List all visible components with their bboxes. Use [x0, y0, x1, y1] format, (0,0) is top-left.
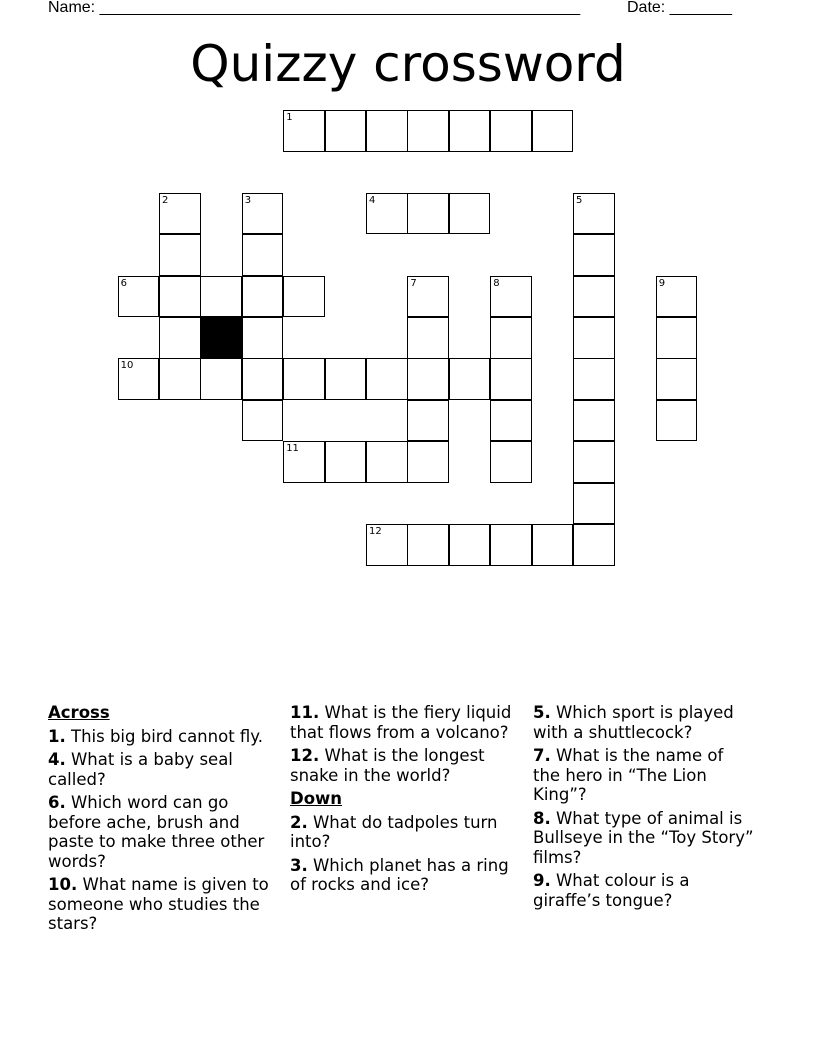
crossword-cell[interactable]: [573, 524, 615, 566]
clue-number: 11: [286, 443, 299, 455]
crossword-cell[interactable]: [573, 483, 615, 525]
crossword-cell[interactable]: [573, 400, 615, 442]
crossword-cell[interactable]: [407, 358, 449, 400]
across-heading: Across: [48, 703, 110, 722]
crossword-cell[interactable]: [159, 234, 201, 276]
crossword-cell[interactable]: [325, 358, 367, 400]
crossword-black-cell: [200, 317, 242, 359]
crossword-cell[interactable]: [573, 234, 615, 276]
crossword-cell[interactable]: [656, 358, 698, 400]
crossword-cell[interactable]: [325, 441, 367, 483]
crossword-cell[interactable]: [656, 317, 698, 359]
clue-number: 9: [658, 277, 666, 289]
crossword-cell[interactable]: [573, 441, 615, 483]
date-field[interactable]: Date: _______: [627, 0, 732, 16]
crossword-cell[interactable]: [366, 441, 408, 483]
clue-down-9: 9. What colour is a giraffe’s tongue?: [533, 871, 690, 910]
crossword-cell[interactable]: [407, 193, 449, 235]
clues-column-1: [48, 703, 270, 938]
crossword-cell[interactable]: [366, 524, 408, 566]
clue-down-3: 3. Which planet has a ring of rocks and ice?: [290, 855, 509, 894]
crossword-cell[interactable]: [449, 524, 491, 566]
clue-down-2: 2. What do tadpoles turn into?: [290, 812, 498, 851]
crossword-cell[interactable]: [407, 276, 449, 318]
crossword-cell[interactable]: [366, 358, 408, 400]
clue-across-6: 6. Which word can go before ache, brush and paste to make three other words?: [48, 793, 265, 871]
clues-column-2: [290, 703, 512, 899]
crossword-cell[interactable]: [283, 276, 325, 318]
crossword-cell[interactable]: [118, 358, 160, 400]
clue-number: 6: [120, 277, 127, 289]
crossword-cell[interactable]: [159, 193, 201, 235]
clue-across-10: 10. What name is given to someone who studies the stars?: [48, 875, 269, 933]
crossword-cell[interactable]: [490, 441, 532, 483]
clue-number: 5: [576, 194, 583, 206]
clue-number: 12: [369, 526, 382, 537]
crossword-cell[interactable]: [490, 400, 532, 442]
crossword-cell[interactable]: [407, 400, 449, 442]
crossword-cell[interactable]: [242, 400, 284, 442]
crossword-cell[interactable]: [159, 317, 201, 359]
crossword-cell[interactable]: [242, 234, 284, 276]
crossword-cell[interactable]: [490, 276, 532, 318]
crossword-cell[interactable]: [283, 110, 325, 152]
crossword-cell[interactable]: [242, 358, 284, 400]
crossword-cell[interactable]: [532, 524, 574, 566]
crossword-cell[interactable]: [532, 110, 574, 152]
crossword-cell[interactable]: [449, 193, 491, 235]
clue-down-8: 8. What type of animal is Bullseye in the “Toy Story” films?: [533, 808, 754, 867]
crossword-cell[interactable]: [407, 110, 449, 152]
crossword-cell[interactable]: [656, 400, 698, 442]
clues-column-3: [533, 703, 755, 914]
crossword-cell[interactable]: [159, 358, 201, 400]
crossword-cell[interactable]: [449, 110, 491, 152]
crossword-cell[interactable]: [159, 276, 201, 318]
page-title: Quizzy crossword: [190, 35, 626, 93]
crossword-cell[interactable]: [573, 358, 615, 400]
down-heading: Down: [290, 789, 343, 808]
clue-number: 4: [369, 194, 376, 206]
name-field[interactable]: Name: ______________________________________________________: [48, 0, 581, 16]
crossword-cell[interactable]: [573, 317, 615, 359]
crossword-cell[interactable]: [407, 317, 449, 359]
clue-number: 8: [493, 277, 500, 289]
crossword-cell[interactable]: [407, 524, 449, 566]
clue-number: 10: [120, 360, 134, 372]
crossword-cell[interactable]: [242, 317, 284, 359]
clue-across-11: 11. What is the fiery liquid that flows from a volcano?: [290, 703, 512, 742]
clue-number: 1: [286, 112, 293, 123]
clue-across-4: 4. What is a baby seal called?: [48, 750, 233, 789]
crossword-cell[interactable]: [490, 524, 532, 566]
crossword-cell[interactable]: [242, 193, 284, 235]
crossword-cell[interactable]: [283, 441, 325, 483]
clue-down-7: 7. What is the name of the hero in “The Lion King”?: [533, 746, 724, 804]
clue-number: 2: [162, 194, 169, 206]
crossword-cell[interactable]: [366, 193, 408, 235]
crossword-cell[interactable]: [366, 110, 408, 152]
crossword-cell[interactable]: [490, 110, 532, 152]
clue-number: 7: [410, 277, 417, 289]
crossword-cell[interactable]: [200, 276, 242, 318]
clue-across-1: 1. This big bird cannot fly.: [48, 726, 263, 746]
clue-down-5: 5. Which sport is played with a shuttlecock?: [533, 703, 734, 742]
crossword-cell[interactable]: [656, 276, 698, 318]
crossword-cell[interactable]: [200, 358, 242, 400]
crossword-cell[interactable]: [242, 276, 284, 318]
clue-across-12: 12. What is the longest snake in the world?: [290, 746, 485, 785]
crossword-cell[interactable]: [573, 276, 615, 318]
crossword-cell[interactable]: [283, 358, 325, 400]
crossword-cell[interactable]: [118, 276, 160, 318]
clue-number: 3: [244, 194, 252, 206]
crossword-cell[interactable]: [573, 193, 615, 235]
crossword-cell[interactable]: [449, 358, 491, 400]
crossword-cell[interactable]: [407, 441, 449, 483]
crossword-cell[interactable]: [325, 110, 367, 152]
crossword-cell[interactable]: [490, 358, 532, 400]
crossword-cell[interactable]: [490, 317, 532, 359]
